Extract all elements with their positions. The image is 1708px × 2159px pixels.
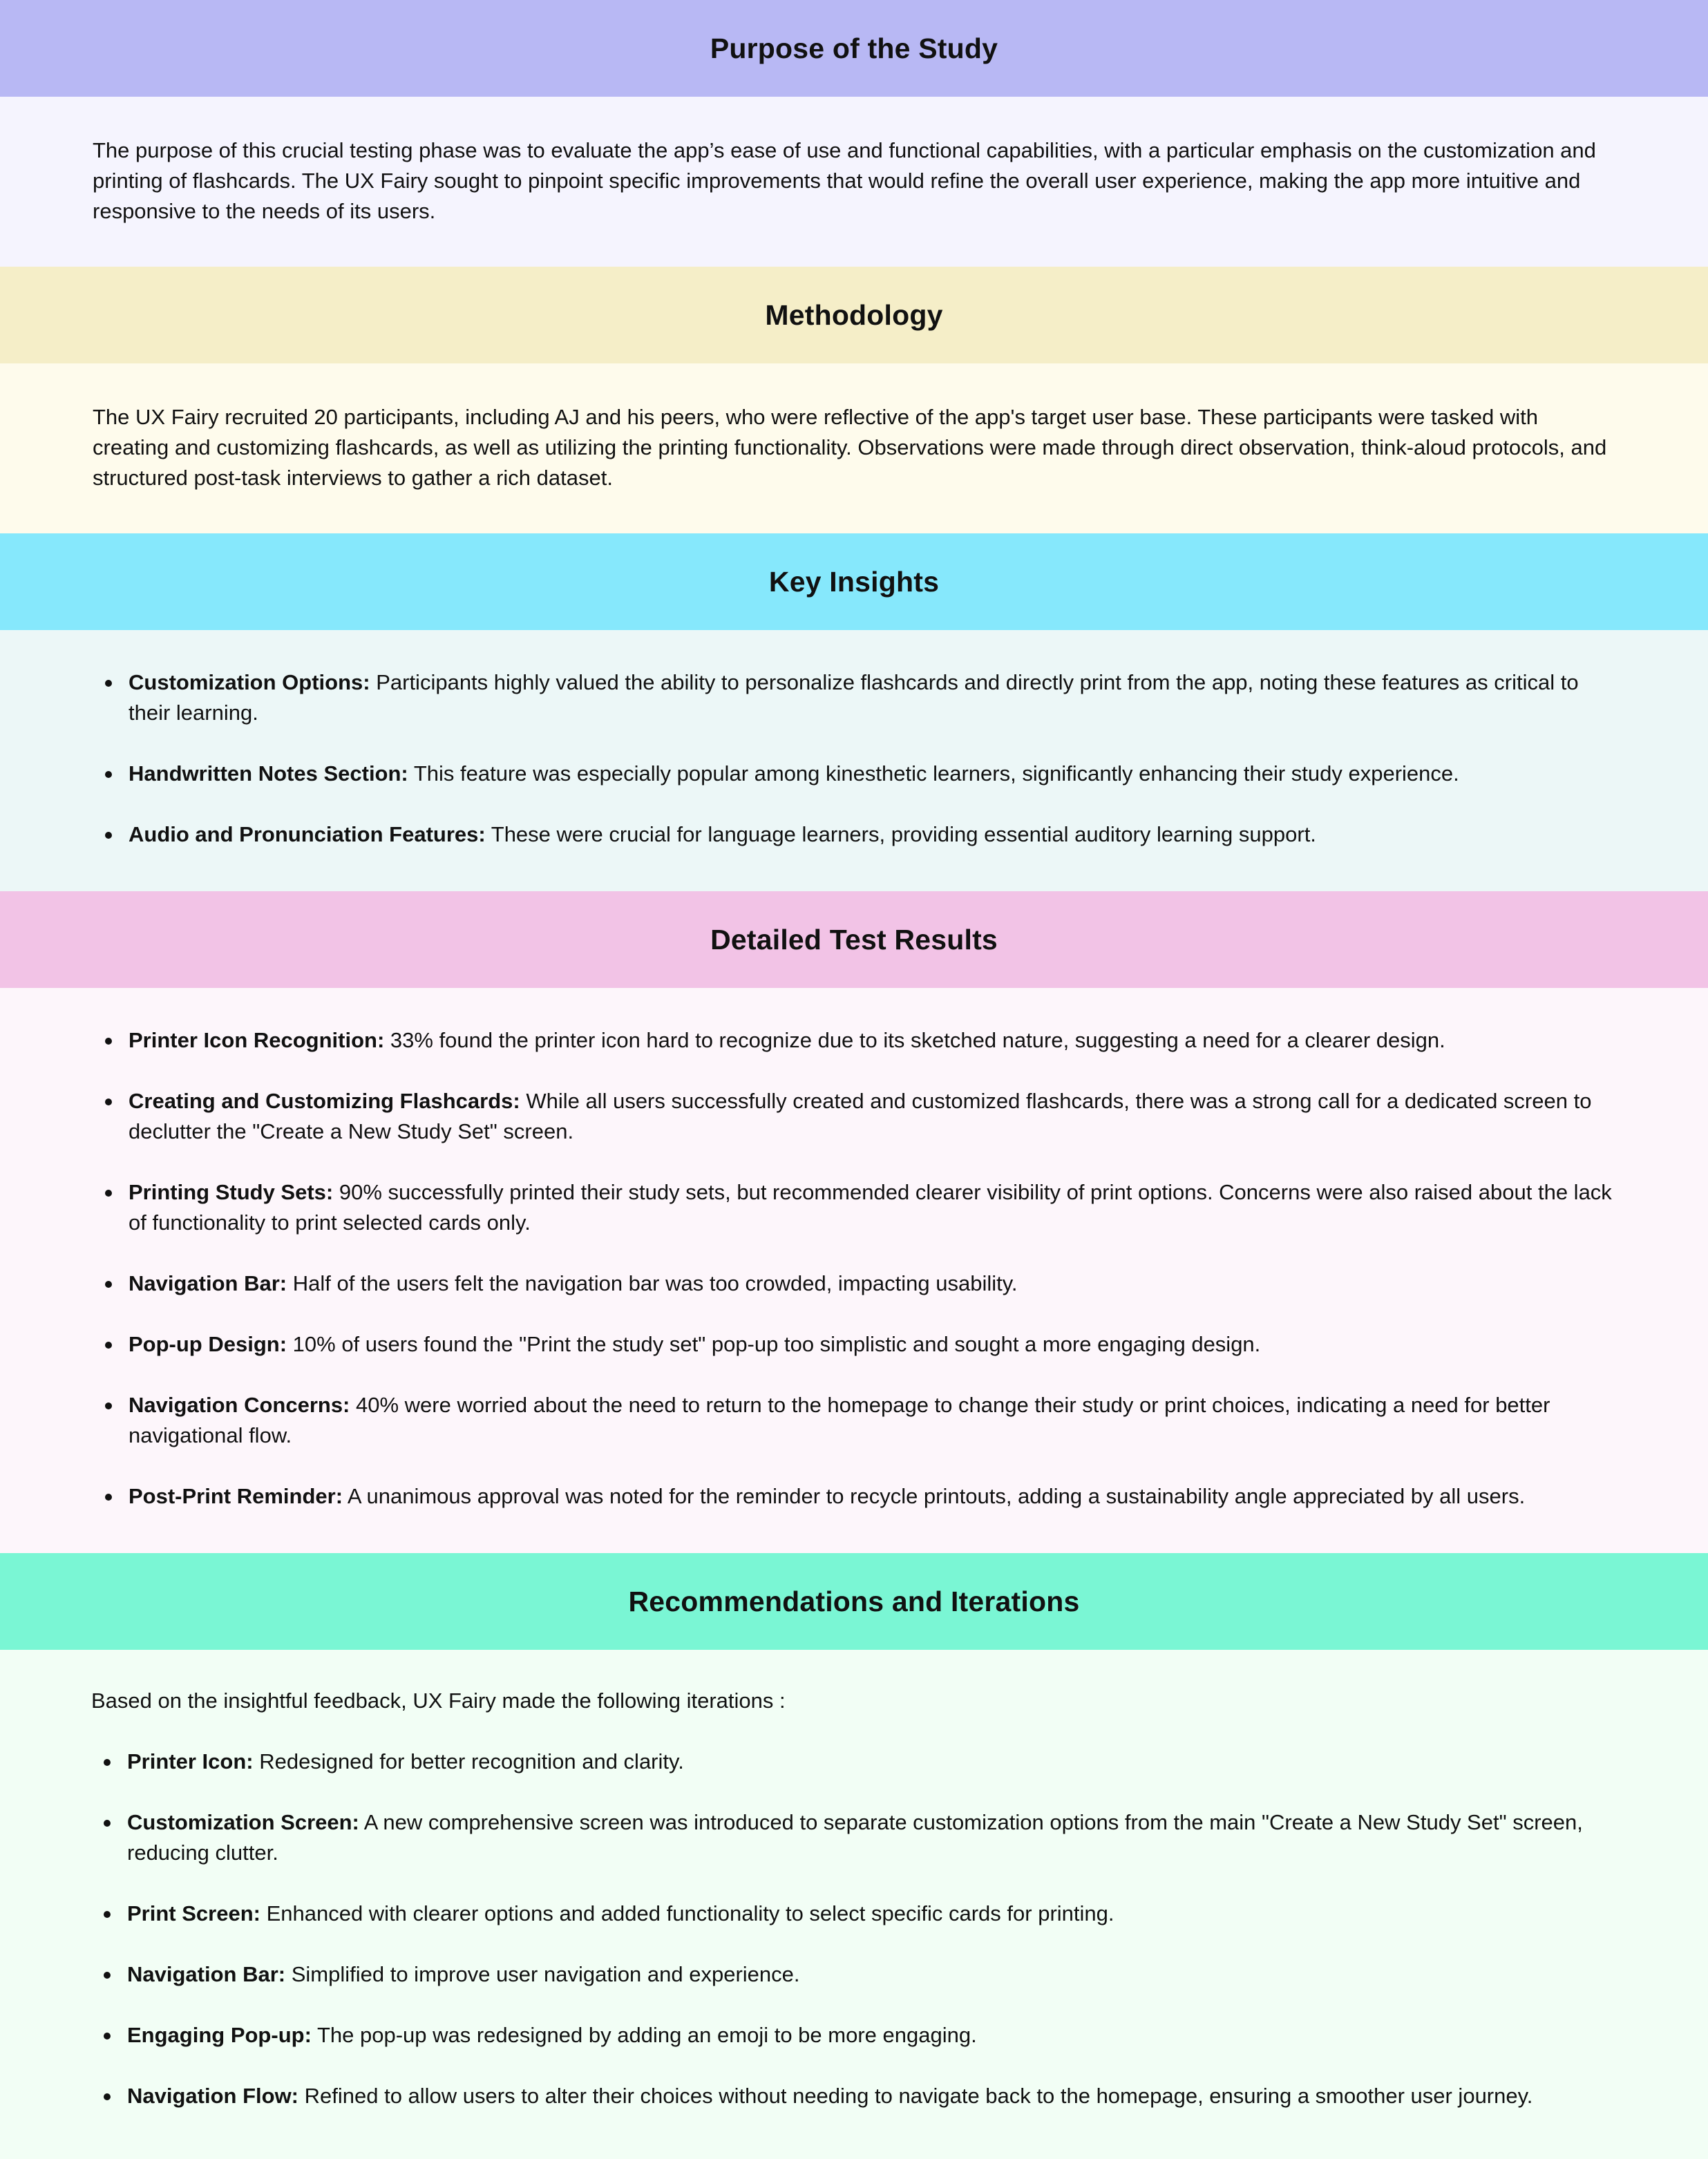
- list-item: [127, 1747, 1618, 1777]
- purpose-section: [0, 0, 1708, 267]
- recommendations-intro: Based on the insightful feedback, UX Fairy made the following iterations :: [91, 1689, 786, 1713]
- item-label: Navigation Flow:: [127, 2084, 298, 2108]
- methodology-paragraph: The UX Fairy recruited 20 participants, including AJ and his peers, who were reflective of the app's target user base. These participants were tasked with creating and customizing flashcards, as well as utilizing the printing functionality. Observations were made through direct observation, think-aloud protocols, and structured post-task interviews to gather a rich dataset.: [93, 405, 1607, 490]
- list-item: [129, 1268, 1618, 1299]
- list-item: [127, 1807, 1618, 1868]
- test-results-list: [93, 1025, 1618, 1512]
- item-label: Handwritten Notes Section:: [129, 761, 408, 786]
- item-label: Navigation Bar:: [129, 1271, 287, 1295]
- list-item: [127, 1899, 1618, 1929]
- key-insights-section: [0, 533, 1708, 891]
- item-text: These were crucial for language learners, providing essential auditory learning support.: [485, 822, 1316, 846]
- item-label: Creating and Customizing Flashcards:: [129, 1089, 520, 1113]
- item-label: Navigation Bar:: [127, 1962, 286, 1986]
- bullet-icon: [105, 1190, 112, 1197]
- methodology-section: [0, 267, 1708, 533]
- list-item: [129, 1177, 1618, 1238]
- item-text: A unanimous approval was noted for the reminder to recycle printouts, adding a sustainability angle appreciated by all users.: [343, 1484, 1526, 1508]
- bullet-icon: [105, 771, 112, 778]
- item-text: 33% found the printer icon hard to recognize due to its sketched nature, suggesting a need for a clearer design.: [384, 1028, 1445, 1052]
- item-text: Redesigned for better recognition and clarity.: [253, 1749, 684, 1773]
- list-item: [129, 667, 1618, 728]
- item-text: 40% were worried about the need to return to the homepage to change their study or print choices, indicating a need for better navigational flow.: [129, 1393, 1550, 1447]
- bullet-icon: [105, 832, 112, 839]
- recommendations-heading: Recommendations and Iterations: [0, 1553, 1708, 1650]
- test-results-body: [0, 988, 1708, 1553]
- item-text: The pop-up was redesigned by adding an emoji to be more engaging.: [311, 2023, 977, 2047]
- test-results-section: [0, 891, 1708, 1553]
- item-text: Enhanced with clearer options and added functionality to select specific cards for printing.: [260, 1901, 1114, 1925]
- key-insights-heading: Key Insights: [0, 533, 1708, 630]
- purpose-heading: Purpose of the Study: [0, 0, 1708, 97]
- item-label: Engaging Pop-up:: [127, 2023, 312, 2047]
- item-text: This feature was especially popular among kinesthetic learners, significantly enhancing their study experience.: [408, 761, 1459, 786]
- item-text: 90% successfully printed their study sets, but recommended clearer visibility of print options. Concerns were also raised about the lack of functionality to print selected cards only.: [129, 1180, 1612, 1235]
- bullet-icon: [105, 680, 112, 687]
- recommendations-list: [91, 1747, 1618, 2111]
- item-text: While all users successfully created and customized flashcards, there was a strong call for a dedicated screen to declutter the "Create a New Study Set" screen.: [129, 1089, 1592, 1143]
- purpose-body: [0, 97, 1708, 267]
- item-label: Post-Print Reminder:: [129, 1484, 343, 1508]
- bullet-icon: [104, 1972, 111, 1979]
- bullet-icon: [104, 1911, 111, 1918]
- bullet-icon: [105, 1402, 112, 1409]
- item-text: A new comprehensive screen was introduced to separate customization options from the main "Create a New Study Set" screen, reducing clutter.: [127, 1810, 1583, 1865]
- list-item: [129, 759, 1618, 789]
- list-item: [129, 1329, 1618, 1360]
- methodology-body: [0, 363, 1708, 533]
- list-item: [127, 2020, 1618, 2051]
- item-label: Customization Screen:: [127, 1810, 359, 1834]
- bullet-icon: [105, 1281, 112, 1288]
- key-insights-body: [0, 630, 1708, 891]
- bullet-icon: [104, 1820, 111, 1827]
- bullet-icon: [105, 1342, 112, 1349]
- item-text: 10% of users found the "Print the study set" pop-up too simplistic and sought a more engaging design.: [287, 1332, 1261, 1356]
- bullet-icon: [104, 2093, 111, 2100]
- list-item: [129, 1025, 1618, 1056]
- bullet-icon: [105, 1494, 112, 1501]
- item-label: Navigation Concerns:: [129, 1393, 350, 1417]
- item-label: Audio and Pronunciation Features:: [129, 822, 486, 846]
- item-text: Refined to allow users to alter their choices without needing to navigate back to the homepage, ensuring a smoother user journey.: [298, 2084, 1533, 2108]
- recommendations-body: [0, 1650, 1708, 2159]
- list-item: [129, 1086, 1618, 1147]
- item-text: Half of the users felt the navigation bar was too crowded, impacting usability.: [287, 1271, 1018, 1295]
- key-insights-list: [93, 667, 1618, 850]
- item-label: Printer Icon:: [127, 1749, 254, 1773]
- list-item: [127, 1959, 1618, 1990]
- test-results-heading: Detailed Test Results: [0, 891, 1708, 988]
- item-text: Participants highly valued the ability to personalize flashcards and directly print from the app, noting these features as critical to their learning.: [129, 670, 1579, 725]
- item-label: Printing Study Sets:: [129, 1180, 334, 1204]
- item-label: Printer Icon Recognition:: [129, 1028, 385, 1052]
- bullet-icon: [105, 1098, 112, 1105]
- item-label: Pop-up Design:: [129, 1332, 287, 1356]
- bullet-icon: [104, 2033, 111, 2039]
- purpose-paragraph: The purpose of this crucial testing phase was to evaluate the app’s ease of use and functional capabilities, with a particular emphasis on the customization and printing of flashcards. The UX Fairy sought to pinpoint specific improvements that would refine the overall user experience, making the app more intuitive and responsive to the needs of its users.: [93, 138, 1596, 223]
- recommendations-section: [0, 1553, 1708, 2159]
- item-label: Customization Options:: [129, 670, 370, 694]
- bullet-icon: [104, 1759, 111, 1766]
- list-item: [127, 2081, 1618, 2111]
- item-text: Simplified to improve user navigation and experience.: [285, 1962, 800, 1986]
- item-label: Print Screen:: [127, 1901, 260, 1925]
- list-item: [129, 819, 1618, 850]
- list-item: [129, 1390, 1618, 1451]
- list-item: [129, 1481, 1618, 1512]
- methodology-heading: Methodology: [0, 267, 1708, 363]
- bullet-icon: [105, 1038, 112, 1045]
